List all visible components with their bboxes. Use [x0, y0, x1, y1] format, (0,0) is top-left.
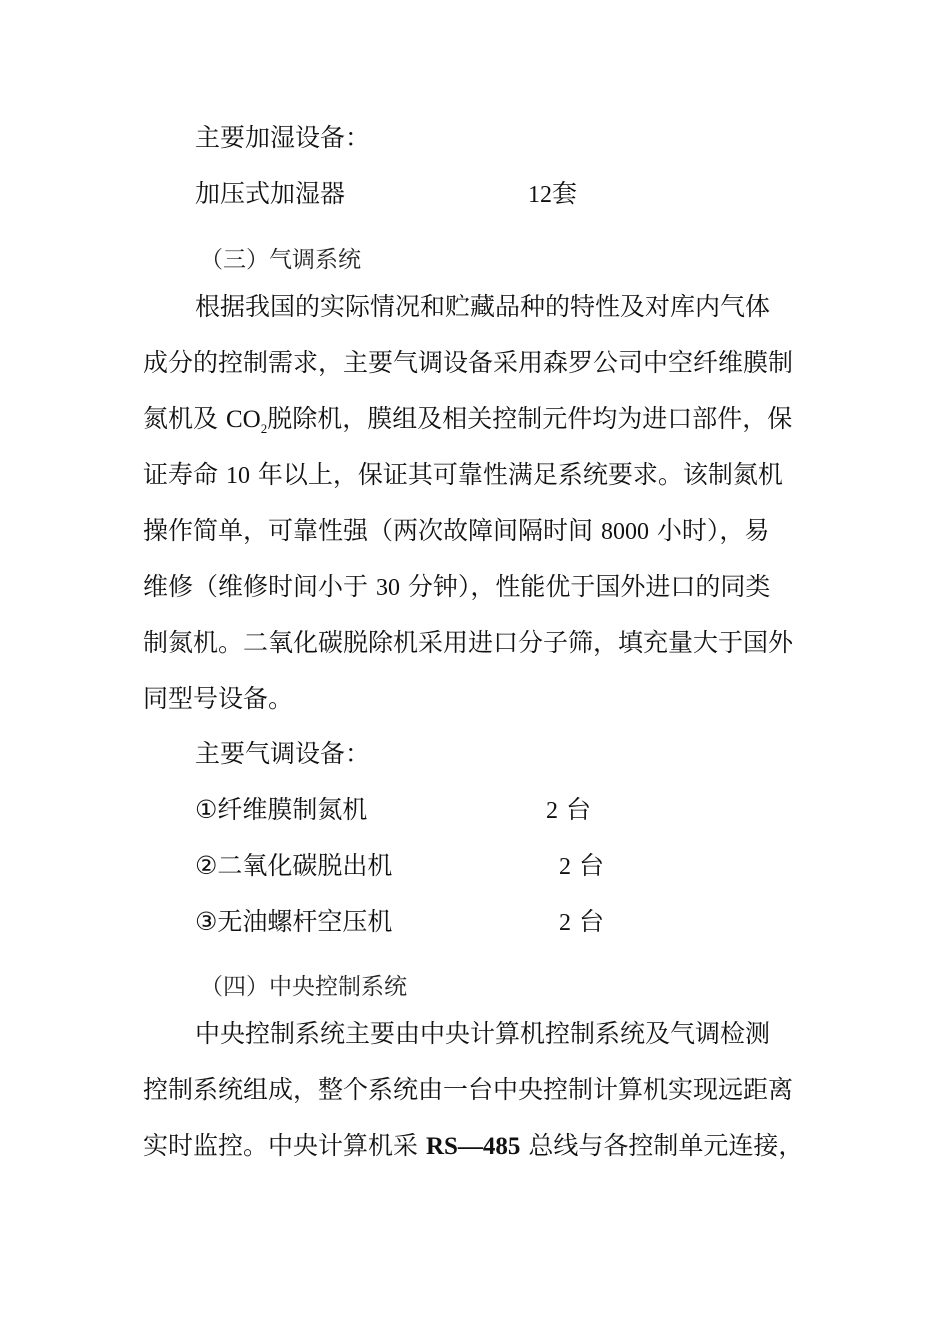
co2-formula: CO [225, 406, 261, 433]
qty-unit: 套 [552, 179, 578, 208]
equipment-title: 主要气调设备： [195, 739, 371, 768]
equipment-name: ②二氧化碳脱出机 [195, 851, 393, 880]
equipment-qty: 2 台 [559, 907, 604, 936]
rs485-label: RS—485 [425, 1133, 521, 1160]
section-heading-3: （三）气调系统 [200, 247, 361, 273]
qty-number: 12 [528, 182, 552, 208]
equipment-qty: 2 台 [546, 795, 591, 824]
paragraph-line: 氮机及 $CO_2$脱除机，膜组及相关控制元件均为进口部件，保 [143, 404, 793, 436]
humidify-item-qty [528, 177, 577, 212]
paragraph-line: 制氮机。二氧化碳脱除机采用进口分子筛，填充量大于国外 [143, 628, 794, 657]
paragraph-line: 同型号设备。 [143, 684, 294, 713]
humidify-item-name: 加压式加湿器 [195, 179, 346, 208]
paragraph-line: 成分的控制需求，主要气调设备采用森罗公司中空纤维膜制 [143, 348, 794, 377]
paragraph-line: 控制系统组成，整个系统由一台中央控制计算机实现远距离 [143, 1075, 794, 1104]
paragraph-line: 中央控制系统主要由中央计算机控制系统及气调检测 [195, 1019, 771, 1048]
equipment-name: ③无油螺杆空压机 [195, 907, 393, 936]
paragraph-line: 维修（维修时间小于 30 分钟），性能优于国外进口的同类 [143, 572, 771, 601]
equipment-name: ①纤维膜制氮机 [195, 795, 368, 824]
paragraph-line: 操作简单，可靠性强（两次故障间隔时间 8000 小时），易 [143, 516, 770, 545]
humidify-title: 主要加湿设备： [195, 123, 371, 152]
section-heading-4: （四）中央控制系统 [200, 974, 407, 1000]
paragraph-line: 实时监控。中央计算机采 RS—485 总线与各控制单元连接， [143, 1131, 804, 1160]
paragraph-line: 证寿命 10 年以上，保证其可靠性满足系统要求。该制氮机 [143, 460, 783, 489]
equipment-qty: 2 台 [559, 851, 604, 880]
paragraph-line: 根据我国的实际情况和贮藏品种的特性及对库内气体 [195, 292, 771, 321]
